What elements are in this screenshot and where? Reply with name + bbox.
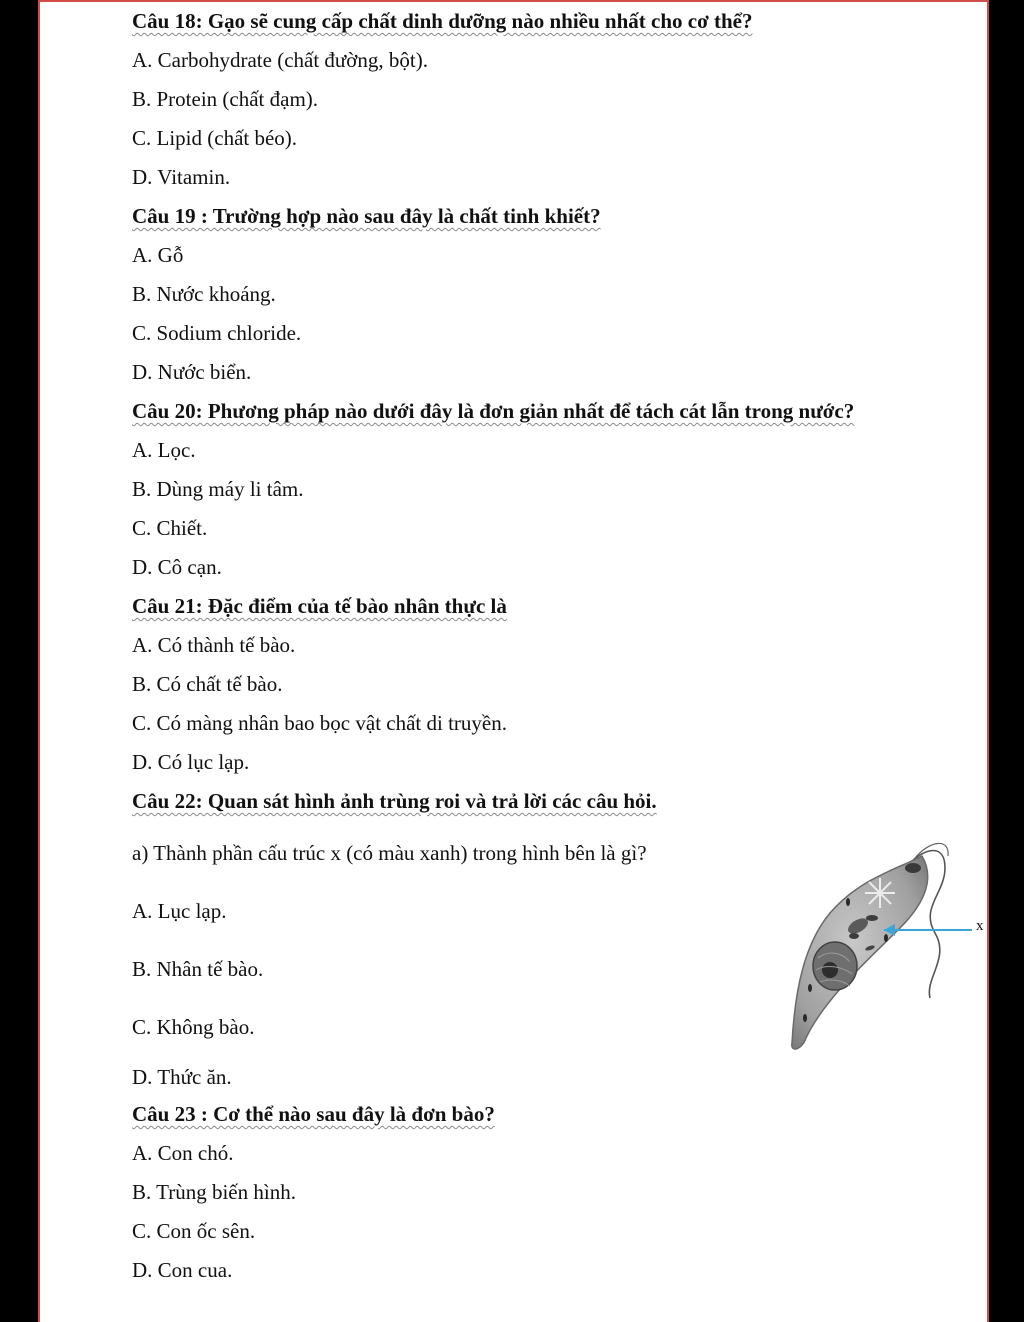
question-18-option-c: C. Lipid (chất béo).	[132, 126, 298, 150]
question-19-title: Câu 19 : Trường hợp nào sau đây là chất tinh khiết?	[132, 204, 601, 228]
question-23-option-d: D. Con cua.	[132, 1258, 233, 1282]
question-23-option-a: A. Con chó.	[132, 1141, 234, 1165]
question-21-option-a: A. Có thành tế bào.	[132, 633, 296, 657]
question-19-option-d: D. Nước biển.	[132, 360, 252, 384]
question-21-option-d: D. Có lục lạp.	[132, 750, 250, 774]
figure-label-x: x	[976, 918, 984, 934]
question-18-option-a: A. Carbohydrate (chất đường, bột).	[132, 48, 428, 72]
euglena-body	[792, 856, 928, 1049]
question-23-option-c: C. Con ốc sên.	[132, 1219, 256, 1243]
question-20-option-b: B. Dùng máy li tâm.	[132, 477, 304, 501]
question-22-option-a: A. Lục lạp.	[132, 899, 227, 923]
question-23-option-b: B. Trùng biến hình.	[132, 1180, 296, 1204]
question-19-option-c: C. Sodium chloride.	[132, 321, 302, 345]
question-20-option-d: D. Cô cạn.	[132, 555, 222, 579]
question-18-option-b: B. Protein (chất đạm).	[132, 87, 319, 111]
question-19-option-a: A. Gỗ	[132, 243, 184, 267]
question-22-option-d: D. Thức ăn.	[132, 1065, 232, 1089]
question-22-subquestion: a) Thành phần cấu trúc x (có màu xanh) trong hình bên là gì?	[132, 841, 647, 865]
question-22-title: Câu 22: Quan sát hình ảnh trùng roi và trả lời các câu hỏi.	[132, 789, 657, 813]
euglena-figure	[750, 838, 1000, 1063]
question-20-title: Câu 20: Phương pháp nào dưới đây là đơn giản nhất để tách cát lẫn trong nước?	[132, 399, 855, 423]
contractile-vacuole	[865, 878, 895, 908]
question-18-option-d: D. Vitamin.	[132, 165, 231, 189]
question-22-option-b: B. Nhân tế bào.	[132, 957, 264, 981]
question-23-title: Câu 23 : Cơ thể nào sau đây là đơn bào?	[132, 1102, 495, 1126]
question-22-option-c: C. Không bào.	[132, 1015, 255, 1039]
question-18-title: Câu 18: Gạo sẽ cung cấp chất dinh dưỡng nào nhiều nhất cho cơ thể?	[132, 9, 753, 33]
document-page	[38, 0, 989, 1322]
question-21-option-c: C. Có màng nhân bao bọc vật chất di truyền.	[132, 711, 507, 735]
question-19-option-b: B. Nước khoáng.	[132, 282, 276, 306]
question-20-option-a: A. Lọc.	[132, 438, 196, 462]
question-21-option-b: B. Có chất tế bào.	[132, 672, 283, 696]
question-20-option-c: C. Chiết.	[132, 516, 208, 540]
exam-content	[132, 6, 972, 1294]
question-21-title: Câu 21: Đặc điểm của tế bào nhân thực là	[132, 594, 507, 618]
